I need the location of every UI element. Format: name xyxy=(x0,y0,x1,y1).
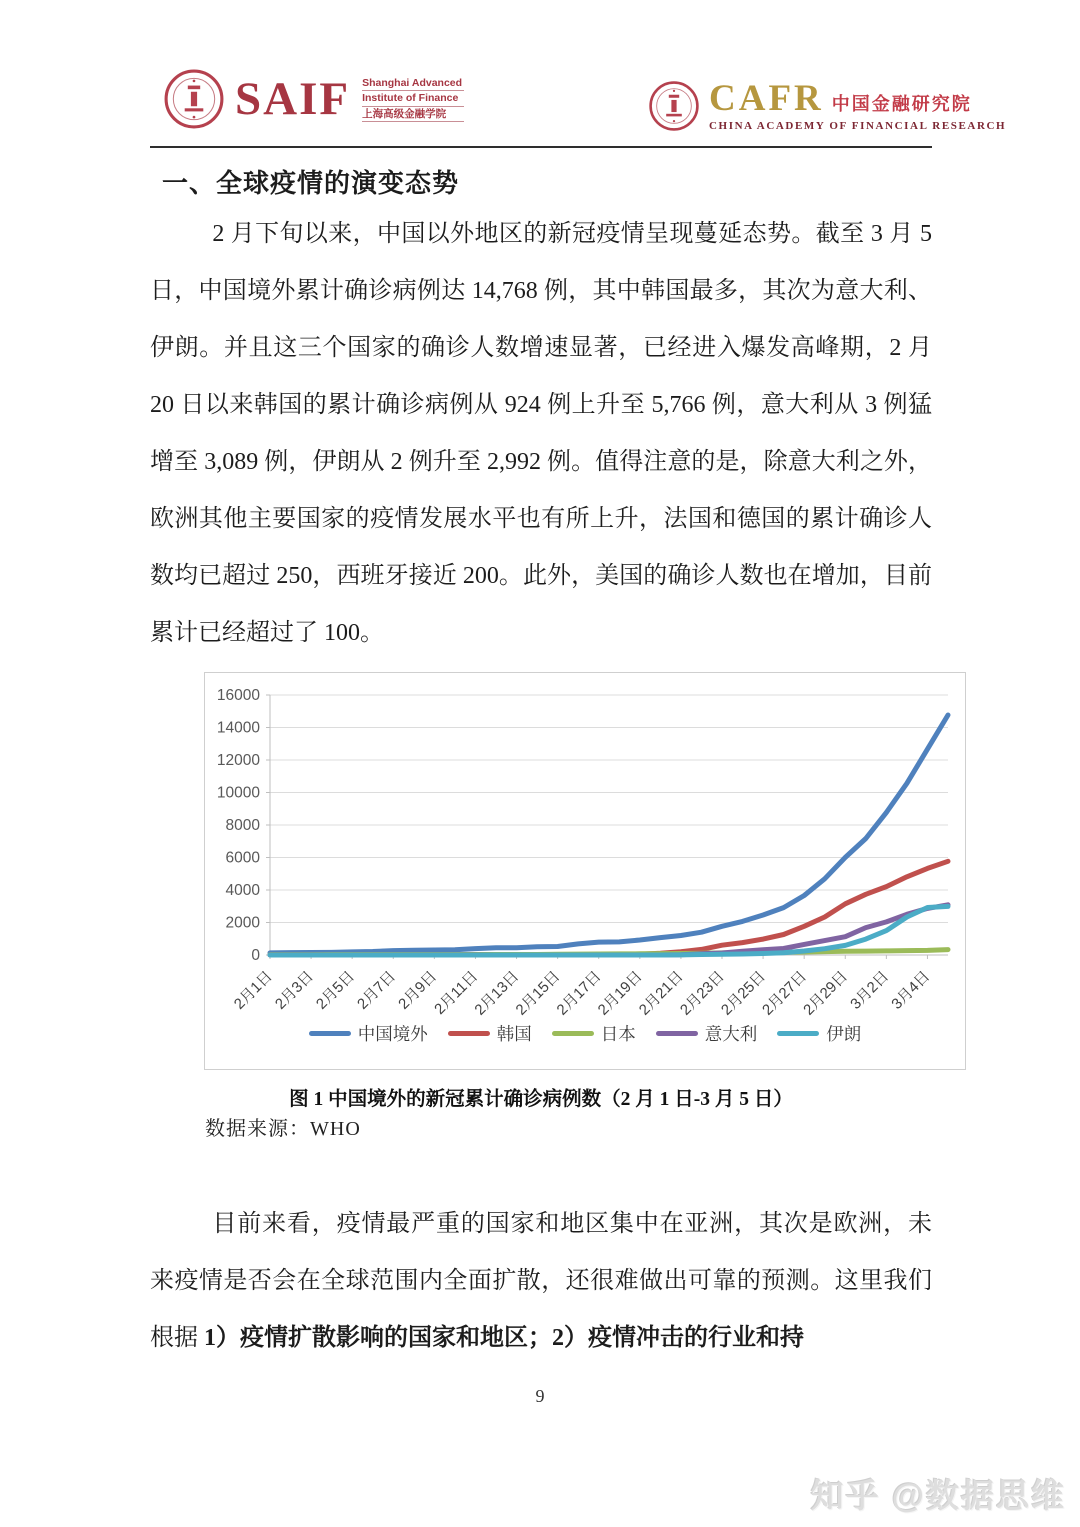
x-tick-label: 2月3日 xyxy=(271,967,317,1013)
watermark: 知乎 @数据思维 xyxy=(810,1477,1066,1514)
x-tick-label: 2月29日 xyxy=(800,967,852,1019)
legend-swatch xyxy=(656,1031,698,1036)
paragraph-2 xyxy=(150,1196,932,1367)
saif-seal-icon xyxy=(163,68,225,130)
legend-label: 意大利 xyxy=(704,1024,758,1044)
y-tick-label: 12000 xyxy=(216,752,260,769)
x-tick-label: 2月15日 xyxy=(512,967,564,1019)
legend-swatch xyxy=(309,1031,351,1036)
y-tick-label: 14000 xyxy=(216,719,260,737)
legend-item xyxy=(656,1021,758,1046)
legend-item xyxy=(448,1021,532,1046)
x-tick-label: 2月25日 xyxy=(717,967,769,1019)
paragraph-2-normal: 目前来看，疫情最严重的国家和地区集中在亚洲，其次是欧洲，未来疫情是否会在全球范围内全面扩散，还很难做出可靠的预测。这里我们根据 xyxy=(150,1211,932,1351)
cafr-english-name: CHINA ACADEMY OF FINANCIAL RESEARCH xyxy=(709,120,1007,132)
cafr-seal-icon xyxy=(648,80,700,132)
x-tick-label: 2月9日 xyxy=(395,967,441,1013)
legend-label: 中国境外 xyxy=(357,1024,428,1044)
page-number: 9 xyxy=(535,1386,545,1406)
line-chart xyxy=(206,679,964,1019)
paragraph-1: 2 月下旬以来，中国以外地区的新冠疫情呈现蔓延态势。截至 3 月 5 日，中国境外累计确诊病例达 14,768 例，其中韩国最多，其次为意大利、伊朗。并且这三个国家的确诊人数增速显著，已经进入爆发高峰期，2 月 20 日以来韩国的累计确诊病例从 924 例上升至 5,766 例，意大利从 3 例猛增至 3,089 例，伊朗从 2 例升至 2,992 例。值得注意的是，除意大利之外，欧洲其他主要国家的疫情发展水平也有所上升，法国和德国的累计确诊人数均已超过 250，西班牙接近 200。此外，美国的确诊人数也在增加，目前累计已经超过了 100。 xyxy=(150,221,932,646)
x-tick-label: 2月13日 xyxy=(471,967,523,1019)
x-tick-label: 2月19日 xyxy=(594,967,646,1019)
saif-subtitle-line1: Shanghai Advanced xyxy=(362,76,464,91)
saif-subtitle-line3: 上海高级金融学院 xyxy=(362,107,464,122)
line-chart-figure xyxy=(204,672,966,1070)
cafr-chinese-name: 中国金融研究院 xyxy=(831,94,972,114)
x-tick-label: 2月27日 xyxy=(759,967,811,1019)
x-tick-label: 2月7日 xyxy=(354,967,400,1013)
series-line-伊朗 xyxy=(270,906,948,955)
x-tick-label: 2月23日 xyxy=(676,967,728,1019)
x-tick-label: 2月21日 xyxy=(635,967,687,1019)
figure-source: 数据来源：WHO xyxy=(205,1118,361,1140)
section-title: 一、全球疫情的演变态势 xyxy=(162,169,460,198)
y-tick-label: 16000 xyxy=(216,687,260,704)
figure-caption: 图 1 中国境外的新冠累计确诊病例数（2 月 1 日-3 月 5 日） xyxy=(289,1089,793,1110)
x-tick-label: 3月2日 xyxy=(847,967,893,1013)
y-tick-label: 0 xyxy=(251,947,260,964)
y-tick-label: 10000 xyxy=(216,784,260,802)
legend-item xyxy=(777,1021,861,1046)
saif-logo xyxy=(163,68,464,130)
x-tick-label: 2月11日 xyxy=(431,967,482,1018)
y-tick-label: 4000 xyxy=(225,882,260,899)
paragraph-2-bold: 1）疫情扩散影响的国家和地区；2）疫情冲击的行业和持 xyxy=(204,1325,804,1351)
saif-subtitle xyxy=(362,76,464,121)
series-line-中国境外 xyxy=(270,715,948,953)
header-divider xyxy=(150,146,932,148)
legend-item xyxy=(309,1021,428,1046)
saif-subtitle-line2: Institute of Finance xyxy=(362,91,464,106)
cafr-wordmark: CAFR xyxy=(709,78,824,119)
y-tick-label: 2000 xyxy=(225,914,260,932)
legend-swatch xyxy=(777,1031,819,1036)
chart-legend xyxy=(205,1021,965,1046)
legend-swatch xyxy=(448,1031,490,1036)
saif-wordmark: SAIF xyxy=(235,72,351,125)
x-tick-label: 2月1日 xyxy=(230,967,276,1013)
legend-label: 韩国 xyxy=(496,1024,532,1044)
x-tick-label: 2月5日 xyxy=(312,967,359,1013)
cafr-logo xyxy=(648,80,1006,132)
y-tick-label: 6000 xyxy=(225,849,260,867)
x-tick-label: 3月4日 xyxy=(888,967,934,1013)
legend-swatch xyxy=(552,1031,594,1036)
y-tick-label: 8000 xyxy=(225,817,260,834)
legend-label: 日本 xyxy=(600,1024,636,1044)
legend-item xyxy=(552,1021,636,1046)
x-tick-label: 2月17日 xyxy=(553,967,605,1019)
legend-label: 伊朗 xyxy=(826,1024,862,1044)
